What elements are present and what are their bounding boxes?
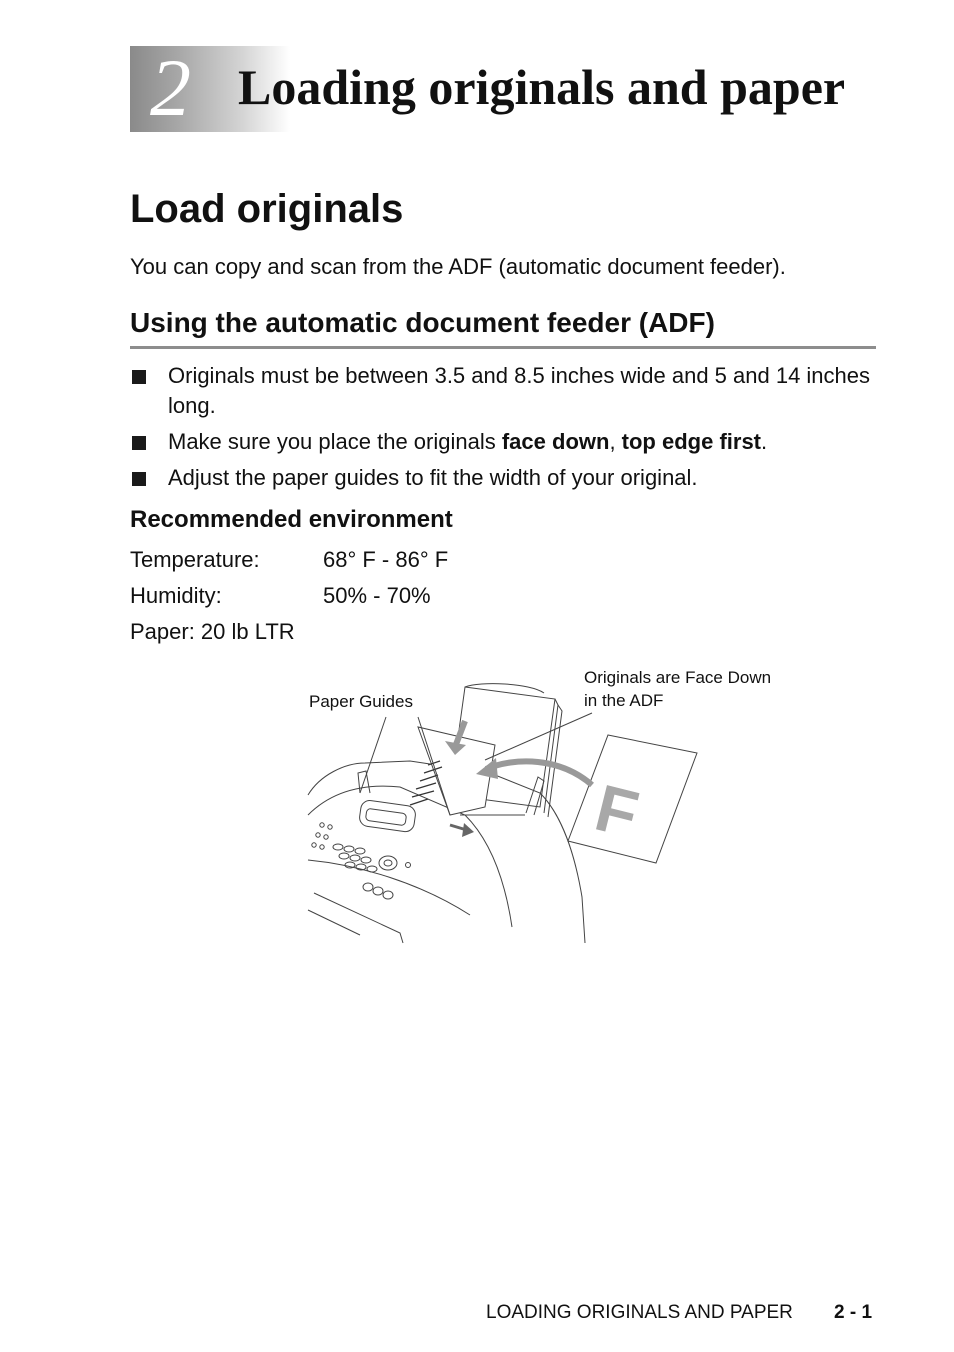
bullet-item-orientation bbox=[130, 427, 876, 457]
bullet-text: Adjust the paper guides to fit the width of your original. bbox=[168, 465, 698, 490]
humidity-label: Humidity: bbox=[130, 583, 222, 608]
label-originals-line1: Originals are Face Down bbox=[584, 668, 772, 687]
label-originals-line2: in the ADF bbox=[584, 691, 664, 710]
temperature-value: 68° F - 86° F bbox=[323, 547, 449, 572]
footer-page-number: 2 - 1 bbox=[834, 1302, 873, 1323]
sheet-letter-f: F bbox=[588, 769, 646, 852]
bullet-item-size bbox=[130, 361, 876, 421]
bullet-text-pre: Make sure you place the originals bbox=[168, 429, 502, 454]
bullet-square-icon bbox=[132, 436, 146, 450]
temperature-label: Temperature: bbox=[130, 547, 260, 572]
environment-heading: Recommended environment bbox=[130, 506, 453, 533]
bullet-text: Originals must be between 3.5 and 8.5 inches wide and 5 and 14 inches long. bbox=[168, 363, 871, 418]
chapter-title: Loading originals and paper bbox=[238, 59, 846, 115]
bullet-text-separator: , bbox=[609, 429, 622, 454]
subsection-heading: Using the automatic document feeder (ADF) bbox=[130, 307, 715, 338]
footer-chapter-title: LOADING ORIGINALS AND PAPER bbox=[486, 1302, 793, 1323]
heading-rule bbox=[130, 346, 876, 349]
chapter-number: 2 bbox=[150, 42, 191, 133]
bullet-text-face-down: face down bbox=[501, 429, 610, 454]
bullet-item-guides bbox=[130, 463, 876, 493]
bullet-square-icon bbox=[132, 472, 146, 486]
bullet-text-end: . bbox=[761, 429, 768, 454]
humidity-value: 50% - 70% bbox=[323, 583, 431, 608]
label-paper-guides: Paper Guides bbox=[309, 692, 413, 711]
intro-paragraph: You can copy and scan from the ADF (automatic document feeder). bbox=[130, 254, 786, 279]
paper-spec: Paper: 20 lb LTR bbox=[130, 619, 295, 644]
section-heading: Load originals bbox=[130, 187, 404, 231]
bullet-square-icon bbox=[132, 370, 146, 384]
bullet-text-top-edge-first: top edge first bbox=[621, 429, 762, 454]
bullet-text bbox=[168, 427, 876, 457]
